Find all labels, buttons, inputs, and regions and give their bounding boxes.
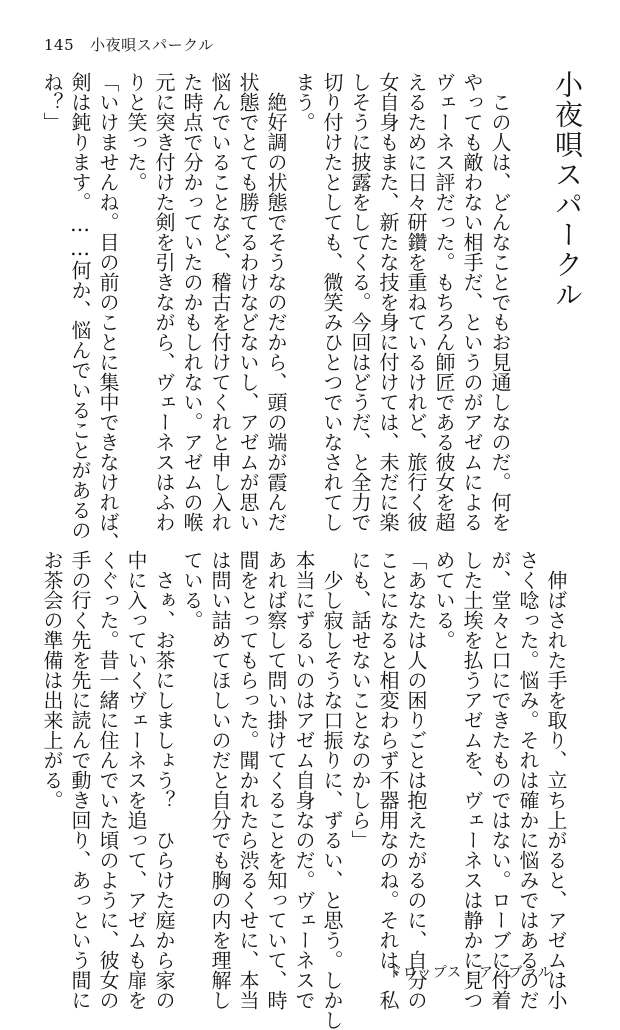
text-line: くぐった。昔一緒に住んでいた頃のように、彼女の [96, 550, 120, 1010]
upper-text-block [38, 72, 514, 552]
text-line: さぁ、お茶にしましょう？ ひらけた庭から家の [152, 570, 176, 1010]
text-line: 悩んでいることなど、稽古を付けてくれと申し入れ [208, 72, 232, 532]
text-line: ている。 [180, 550, 204, 630]
page-number: 145 [44, 36, 75, 54]
text-line: した土埃を払うアゼムを、ヴェーネスは静かに見つ [460, 550, 484, 1010]
footer-label: ドロップス - アンブラル - [388, 965, 564, 981]
text-line: 「いけませんね。目の前のことに集中できなければ、 [96, 72, 120, 552]
running-title: 小夜唄スパークル [90, 36, 214, 54]
text-line: 剣は鈍ります。……何か、悩んでいることがあるの [68, 72, 92, 540]
text-line: あれば察して問い掛けてくることを知っていて、時 [264, 550, 288, 1010]
text-line: ヴェーネス評だった。もちろん師匠である彼女を超 [432, 72, 456, 532]
text-line: ことになると相変わらず不器用なのね。それは、私 [376, 550, 400, 1010]
text-line: お茶会の準備は出来上がる。 [40, 550, 64, 810]
text-line: た時点で分かっていたのかもしれない。アゼムの喉 [180, 72, 204, 532]
text-line: ね？」 [40, 72, 64, 132]
text-line: 絶好調の状態でそうなのだから、頭の端が霞んだ [264, 92, 288, 532]
text-line: 元に突き付けた剣を引きながら、ヴェーネスはふわ [152, 72, 176, 532]
text-line: 手の行く先を先に読んで動き回り、あっという間に [68, 550, 92, 1010]
text-line: 状態でとても勝てるわけなどないし、アゼムが思い [236, 72, 260, 532]
text-line: さく唸った。悩み。それは確かに悩みではあるのだ [516, 550, 540, 1010]
text-line: えるために日々研鑽を重ねているけれど、旅行く彼 [404, 72, 428, 532]
text-line: 女自身もまた、新たな技を身に付けては、未だに楽 [376, 72, 400, 532]
text-line: にも、話せないことなのかしら」 [348, 550, 372, 850]
text-line: が、堂々と口にできたものではない。ローブに付着 [488, 550, 512, 1010]
text-line: 少し寂しそうな口振りに、ずるい、と思う。しかし [320, 570, 344, 1030]
text-line: は問い詰めてほしいのだと自分でも胸の内を理解し [208, 550, 232, 1010]
text-line: 本当にずるいのはアゼム自身なのだ。ヴェーネスで [292, 550, 316, 1010]
text-line: りと笑った。 [124, 72, 148, 192]
chapter-title: 小夜唄スパークル [551, 70, 584, 310]
running-header [44, 38, 214, 53]
text-line: この人は、どんなことでもお見通しなのだ。何を [488, 92, 512, 532]
text-line: 切り付けたとしても、微笑みひとつでいなされてし [320, 72, 344, 532]
text-line: 中に入っていくヴェーネスを追って、アゼムも扉を [124, 550, 148, 1010]
text-line: 伸ばされた手を取り、立ち上がると、アゼムは小 [544, 570, 568, 1010]
text-line: 間をとってもらった。聞かれたら渋るくせに、本当 [236, 550, 260, 1010]
text-line: まう。 [292, 72, 316, 132]
text-line: やっても敵わない相手だ、というのがアゼムによる [460, 72, 484, 532]
lower-text-block [38, 550, 570, 1030]
text-line: めている。 [432, 550, 456, 650]
text-line: しそうに披露をしてくる。今回はどうだ、と全力で [348, 72, 372, 532]
text-line: 「あなたは人の困りごとは抱えたがるのに、自分の [404, 550, 428, 1010]
